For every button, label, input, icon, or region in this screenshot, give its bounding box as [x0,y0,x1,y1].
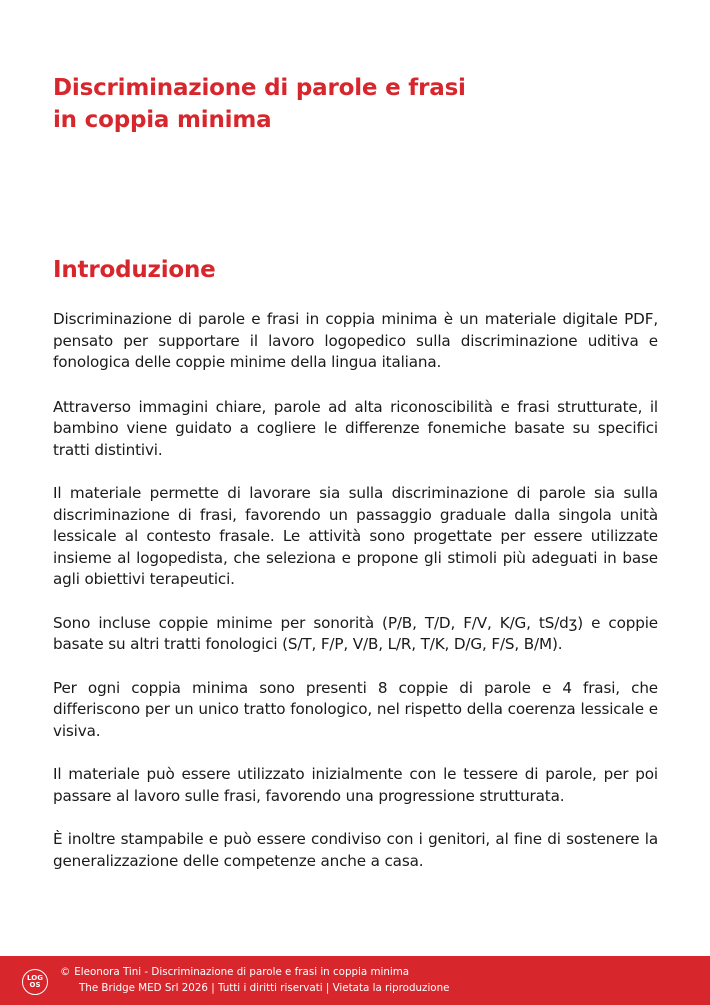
page-title-line-1: Discriminazione di parole e frasi [53,75,466,101]
paragraph: Discriminazione di parole e frasi in coppia minima è un materiale digitale PDF, pensato per supportare il lavoro logopedico sulla discriminazione uditiva e fonologica delle coppie minime della lingua italiana. [53,310,658,371]
copyright-icon: © [60,966,71,978]
page-title [53,72,653,136]
introduction-body [53,309,658,894]
logo-text-bottom: OS [29,981,41,989]
footer-credit-text: Eleonora Tini - Discriminazione di parole e frasi in coppia minima [74,966,410,978]
footer-rights-line: The Bridge MED Srl 2026 | Tutti i diritti riservati | Vietata la riproduzione [79,982,450,994]
section-heading-introduction: Introduzione [53,257,216,283]
paragraph: Il materiale permette di lavorare sia sulla discriminazione di parole sia sulla discriminazione di frasi, favorendo un passaggio graduale dalla singola unità lessicale al contesto frasale. Le attività sono progettate per essere utilizzate insieme al logopedista, che seleziona e propone gli stimoli più adeguati in base agli obiettivi terapeutici. [53,484,658,588]
logo-text-top: LOG [27,973,43,982]
paragraph: Per ogni coppia minima sono presenti 8 coppie di parole e 4 frasi, che differiscono per un unico tratto fonologico, nel rispetto della coerenza lessicale e visiva. [53,678,658,740]
paragraph: Sono incluse coppie minime per sonorità (P/B, T/D, F/V, K/G, tS/dʒ) e coppie basate su altri tratti fonologici (S/T, F/P, V/B, L/R, T/K, D/G, F/S, B/M). [53,613,658,653]
page-title-line-2: in coppia minima [53,107,272,133]
paragraph: Il materiale può essere utilizzato inizialmente con le tessere di parole, per poi passare al lavoro sulle frasi, favorendo una progressione strutturata. [53,765,658,805]
footer-credit-line [60,966,409,979]
paragraph: È inoltre stampabile e può essere condiviso con i genitori, al fine di sostenere la generalizzazione delle competenze anche a casa. [53,830,658,870]
logos-logo-icon [22,969,48,995]
paragraph: Attraverso immagini chiare, parole ad alta riconoscibilità e frasi strutturate, il bambino viene guidato a cogliere le differenze fonemiche basate su specifici tratti distintivi. [53,397,658,459]
footer-bar [0,956,710,1005]
